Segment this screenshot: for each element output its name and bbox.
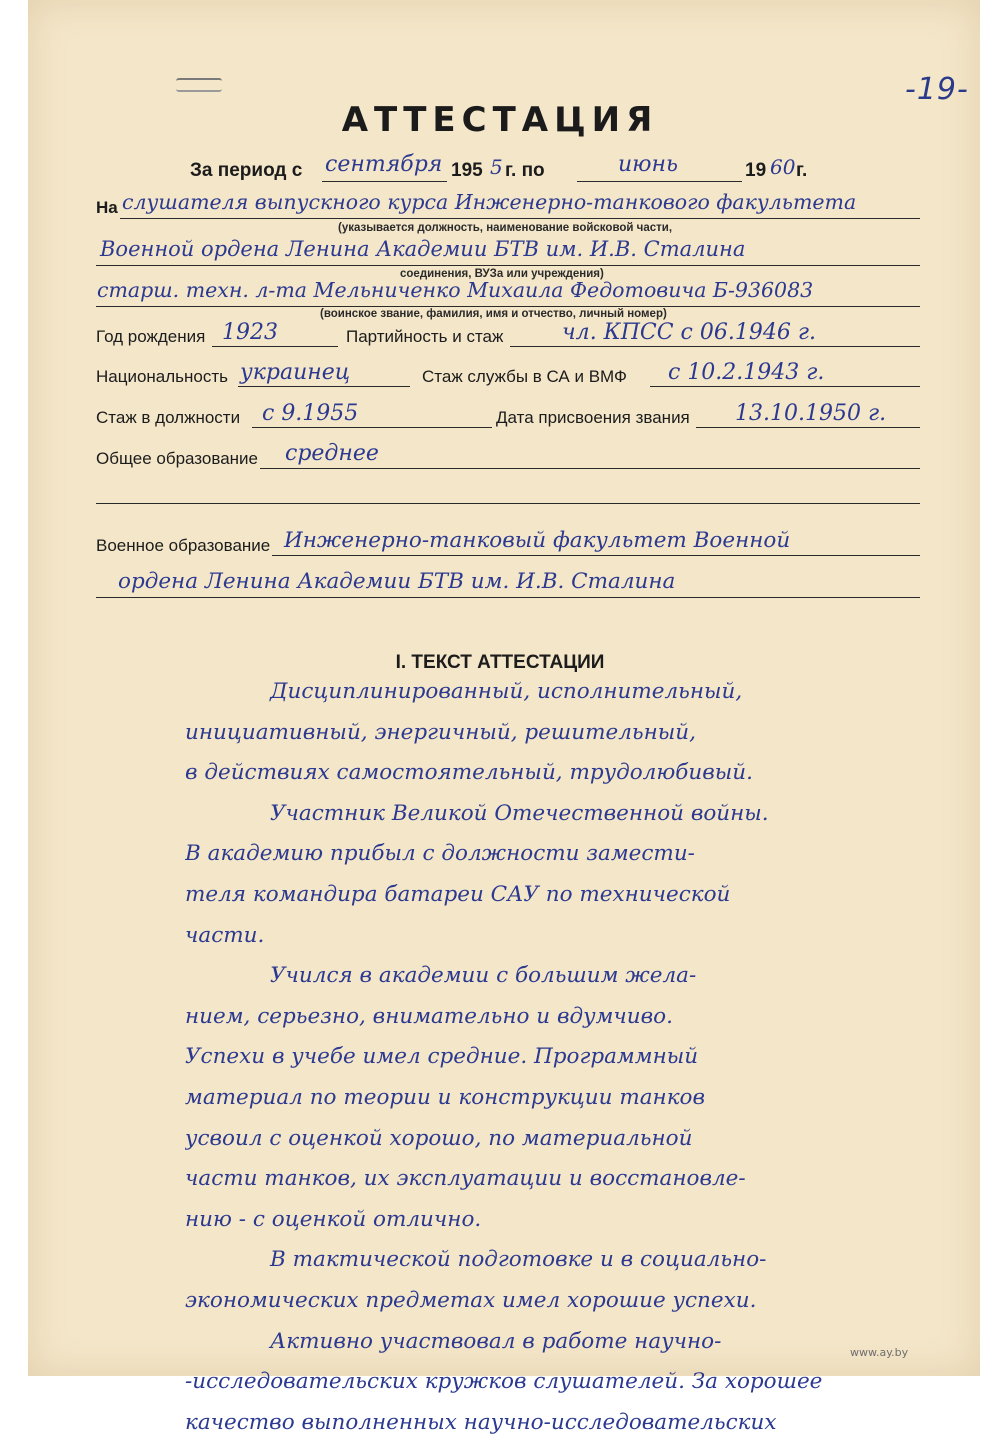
military-edu-label: Военное образование [96, 536, 271, 555]
person-caption: (воинское звание, фамилия, имя и отчество, личный номер) [320, 308, 667, 320]
education-label: Общее образование [96, 449, 258, 468]
nationality-line [238, 386, 410, 387]
period-to-line [577, 181, 742, 182]
period-from-line [322, 181, 447, 182]
birth-year-line [212, 346, 338, 347]
na-label: На [96, 198, 118, 217]
attestation-line: -исследовательских кружков слушателей. За хорошее [185, 1369, 823, 1395]
document-title: АТТЕСТАЦИЯ [341, 100, 659, 140]
attestation-line: В академию прибыл с должности замести- [185, 841, 695, 867]
period-year-label-1: г. по [505, 160, 545, 181]
attestation-line: качество выполненных научно-исследовательских [185, 1409, 777, 1435]
period-from-year-prefix: 195 [451, 160, 483, 181]
birth-year-label: Год рождения [96, 327, 206, 346]
party-value: чл. КПСС с 06.1946 г. [562, 320, 816, 345]
person-value: старш. техн. л-та Мельниченко Михаила Федотовича Б-936083 [97, 278, 814, 302]
watermark: www.ay.by [850, 1346, 909, 1359]
attestation-line: усвоил с оценкой хорошо, по материальной [185, 1125, 693, 1151]
military-edu-value-2: ордена Ленина Академии БТВ им. И.В. Сталина [118, 569, 676, 594]
period-from-year-hand: 5 [490, 155, 503, 179]
nationality-value: украинец [240, 360, 351, 385]
attestation-line: теля командира батареи САУ по технической [185, 881, 731, 907]
period-to-year-prefix: 19 [745, 160, 767, 181]
education-line-2 [96, 503, 920, 504]
birth-year-value: 1923 [222, 320, 278, 345]
period-label: За период с [190, 160, 303, 181]
position-tenure-value: с 9.1955 [262, 401, 359, 426]
attestation-line: Успехи в учебе имел средние. Программный [185, 1044, 699, 1070]
nationality-label: Национальность [96, 367, 229, 386]
attestation-line: Дисциплинированный, исполнительный, [270, 679, 743, 704]
unit-value: Военной ордена Ленина Академии БТВ им. И.В. Сталина [100, 237, 746, 261]
period-to-year-hand: 60 [770, 155, 796, 179]
attestation-line: Активно участвовал в работе научно- [270, 1328, 722, 1354]
military-edu-line-2 [96, 597, 920, 598]
attestation-line: экономических предметах имел хорошие успехи. [185, 1287, 757, 1313]
service-line [650, 386, 920, 387]
person-line [96, 306, 920, 307]
position-caption: (указывается должность, наименование войсковой части, [338, 222, 673, 234]
attestation-line: части танков, их эксплуатации и восстановле- [185, 1166, 746, 1192]
military-edu-line-1 [272, 555, 920, 556]
service-label: Стаж службы в СА и ВМФ [422, 367, 627, 386]
rank-date-line [696, 427, 920, 428]
rank-date-label: Дата присвоения звания [496, 408, 690, 427]
attestation-line: инициативный, энергичный, решительный, [185, 719, 696, 745]
period-year-label-2: г. [796, 160, 808, 181]
party-label: Партийность и стаж [346, 327, 504, 346]
military-edu-value-1: Инженерно-танковый факультет Военной [284, 528, 791, 553]
rank-date-value: 13.10.1950 г. [735, 401, 887, 426]
attestation-line: нием, серьезно, внимательно и вдумчиво. [185, 1003, 673, 1029]
attestation-line: части. [185, 922, 265, 948]
unit-line [96, 265, 920, 266]
staple-mark [176, 78, 222, 92]
attestation-line: материал по теории и конструкции танков [185, 1084, 705, 1110]
unit-caption: соединения, ВУЗа или учреждения) [400, 268, 604, 280]
service-value: с 10.2.1943 г. [668, 360, 825, 385]
period-to-month: июнь [618, 152, 679, 177]
party-line [510, 346, 920, 347]
education-line [260, 468, 920, 469]
attestation-line: Учился в академии с большим жела- [270, 963, 697, 989]
page-number: -19- [905, 72, 969, 107]
attestation-text [185, 672, 945, 1443]
position-value: слушателя выпускного курса Инженерно-танкового факультета [122, 190, 857, 214]
attestation-line: нию - с оценкой отлично. [185, 1206, 482, 1232]
position-tenure-line [252, 427, 492, 428]
period-from-month: сентября [325, 152, 443, 177]
education-value: среднее [285, 441, 379, 466]
section-title: I. ТЕКСТ АТТЕСТАЦИИ [395, 652, 605, 673]
position-line [120, 218, 920, 219]
position-tenure-label: Стаж в должности [96, 408, 241, 427]
attestation-line: В тактической подготовке и в социально- [270, 1247, 767, 1273]
attestation-line: Участник Великой Отечественной войны. [270, 800, 769, 826]
attestation-line: в действиях самостоятельный, трудолюбивый. [185, 760, 753, 786]
